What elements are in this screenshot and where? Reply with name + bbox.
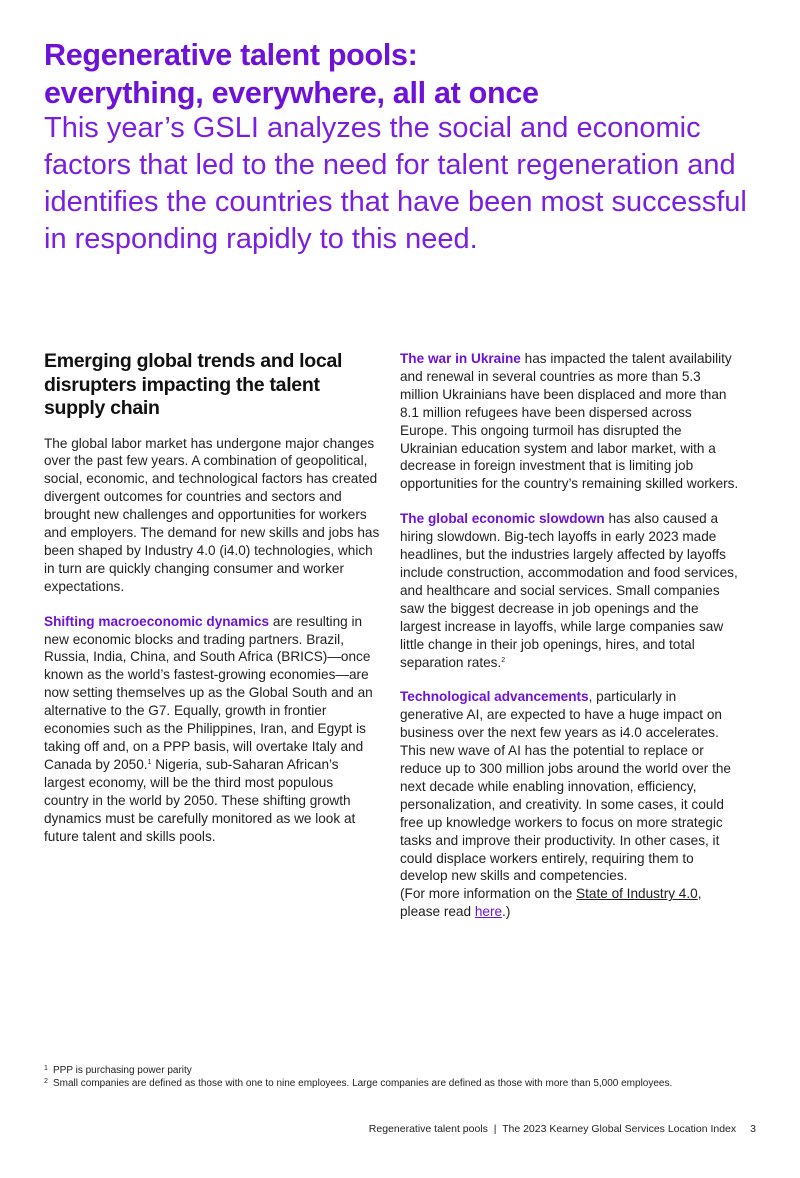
- footnote-ref-1: 1: [147, 758, 152, 766]
- macroeconomic-text-a: are resulting in new economic blocks and trading partners. Brazil, Russia, India, China, and South Africa (BRICS)—once known as the world’s fastest-growing economies—are now setting themselves up as the Global South and an alternative to the G7. Equally, growth in frontier economies such as the Philippines, Iran, and Egypt is taking off and, on a PPP basis, will overtake Italy and Canada by 2050.: [44, 613, 373, 772]
- title-line-2: everything, everywhere, all at once: [44, 76, 539, 110]
- footnote-ref-2: 2: [501, 656, 506, 664]
- page-footer: [369, 1123, 756, 1135]
- slowdown-text: has also caused a hiring slowdown. Big-tech layoffs in early 2023 made headlines, but the industries largely affected by layoffs include construction, accommodation and food services, and healthcare and social services. Small companies saw the biggest decrease in job openings and the largest increase in layoffs, while large companies saw little change in their job openings, hires, and total separation rates.: [400, 511, 738, 670]
- footnote-1: [44, 1064, 764, 1077]
- technology-text: , particularly in generative AI, are expected to have a huge impact on business over the next few years as i4.0 accelerates. This new wave of AI has the potential to replace or reduce up to 300 million jobs around the world over the next decade while enabling innovation, efficiency, personalization, and creativity. In some cases, it could free up knowledge workers to focus on more strategic tasks and improve their productivity. In other cases, it could displace workers entirely, requiring them to develop new skills and competencies.: [400, 689, 731, 884]
- slowdown-lead: The global economic slowdown: [400, 511, 605, 527]
- footnotes: [44, 1064, 764, 1090]
- ukraine-text: has impacted the talent availability and renewal in several countries as more than 5.3 million Ukrainians have been displaced and more than 8.1 million refugees have been dispersed across Europe. This ongoing turmoil has disrupted the Ukrainian education system and labor market, with a decrease in foreign investment that is limiting job opportunities for the country’s remaining skilled workers.: [400, 351, 739, 492]
- section-heading: Emerging global trends and local disrupters impacting the talent supply chain: [44, 350, 343, 419]
- page-subtitle: This year’s GSLI analyzes the social and economic factors that led to the need for talent regeneration and identifies the countries that have been most successful in responding rapidly to this need.: [44, 112, 747, 255]
- technology-paragraph: [400, 688, 740, 921]
- more-info-suffix: .): [502, 904, 511, 920]
- industry-4-link[interactable]: State of Industry 4.0: [576, 886, 698, 902]
- slowdown-paragraph: [400, 510, 740, 671]
- intro-paragraph: The global labor market has undergone major changes over the past few years. A combination of geopolitical, social, economic, and technological factors has created divergent outcomes for countries and sectors and brought new challenges and opportunities for workers and employers. The demand for new skills and jobs has been shaped by Industry 4.0 (i4.0) technologies, which in turn are quickly changing consumer and worker expectations.: [44, 435, 380, 594]
- here-link[interactable]: here: [474, 904, 503, 920]
- footnote-number: 2: [44, 1078, 48, 1085]
- more-info-mid: , please read: [400, 886, 702, 920]
- macroeconomic-paragraph: [44, 613, 380, 846]
- macroeconomic-lead: Shifting macroeconomic dynamics: [44, 613, 270, 629]
- macroeconomic-text-b: Nigeria, sub-Saharan African’s largest economy, will be the third most populous country in the world by 2050. These shifting growth dynamics must be carefully monitored as we look at future talent and skills pools.: [44, 756, 356, 844]
- page-number: 3: [750, 1123, 756, 1135]
- right-column: [400, 350, 740, 938]
- page-title: [44, 36, 764, 112]
- footer-text: Regenerative talent pools | The 2023 Kearney Global Services Location Index: [368, 1123, 737, 1135]
- more-info-prefix: (For more information on the: [400, 886, 577, 902]
- footnote-text: PPP is purchasing power parity: [53, 1065, 192, 1076]
- left-column: [44, 350, 380, 862]
- footnote-2: [44, 1077, 764, 1090]
- footnote-text: Small companies are defined as those with one to nine employees. Large companies are defined as those with more than 5,000 employees.: [53, 1078, 673, 1089]
- ukraine-paragraph: [400, 350, 740, 493]
- ukraine-lead: The war in Ukraine: [400, 351, 521, 366]
- title-line-1: Regenerative talent pools:: [44, 38, 418, 72]
- footnote-number: 1: [44, 1065, 48, 1072]
- technology-lead: Technological advancements: [400, 689, 589, 705]
